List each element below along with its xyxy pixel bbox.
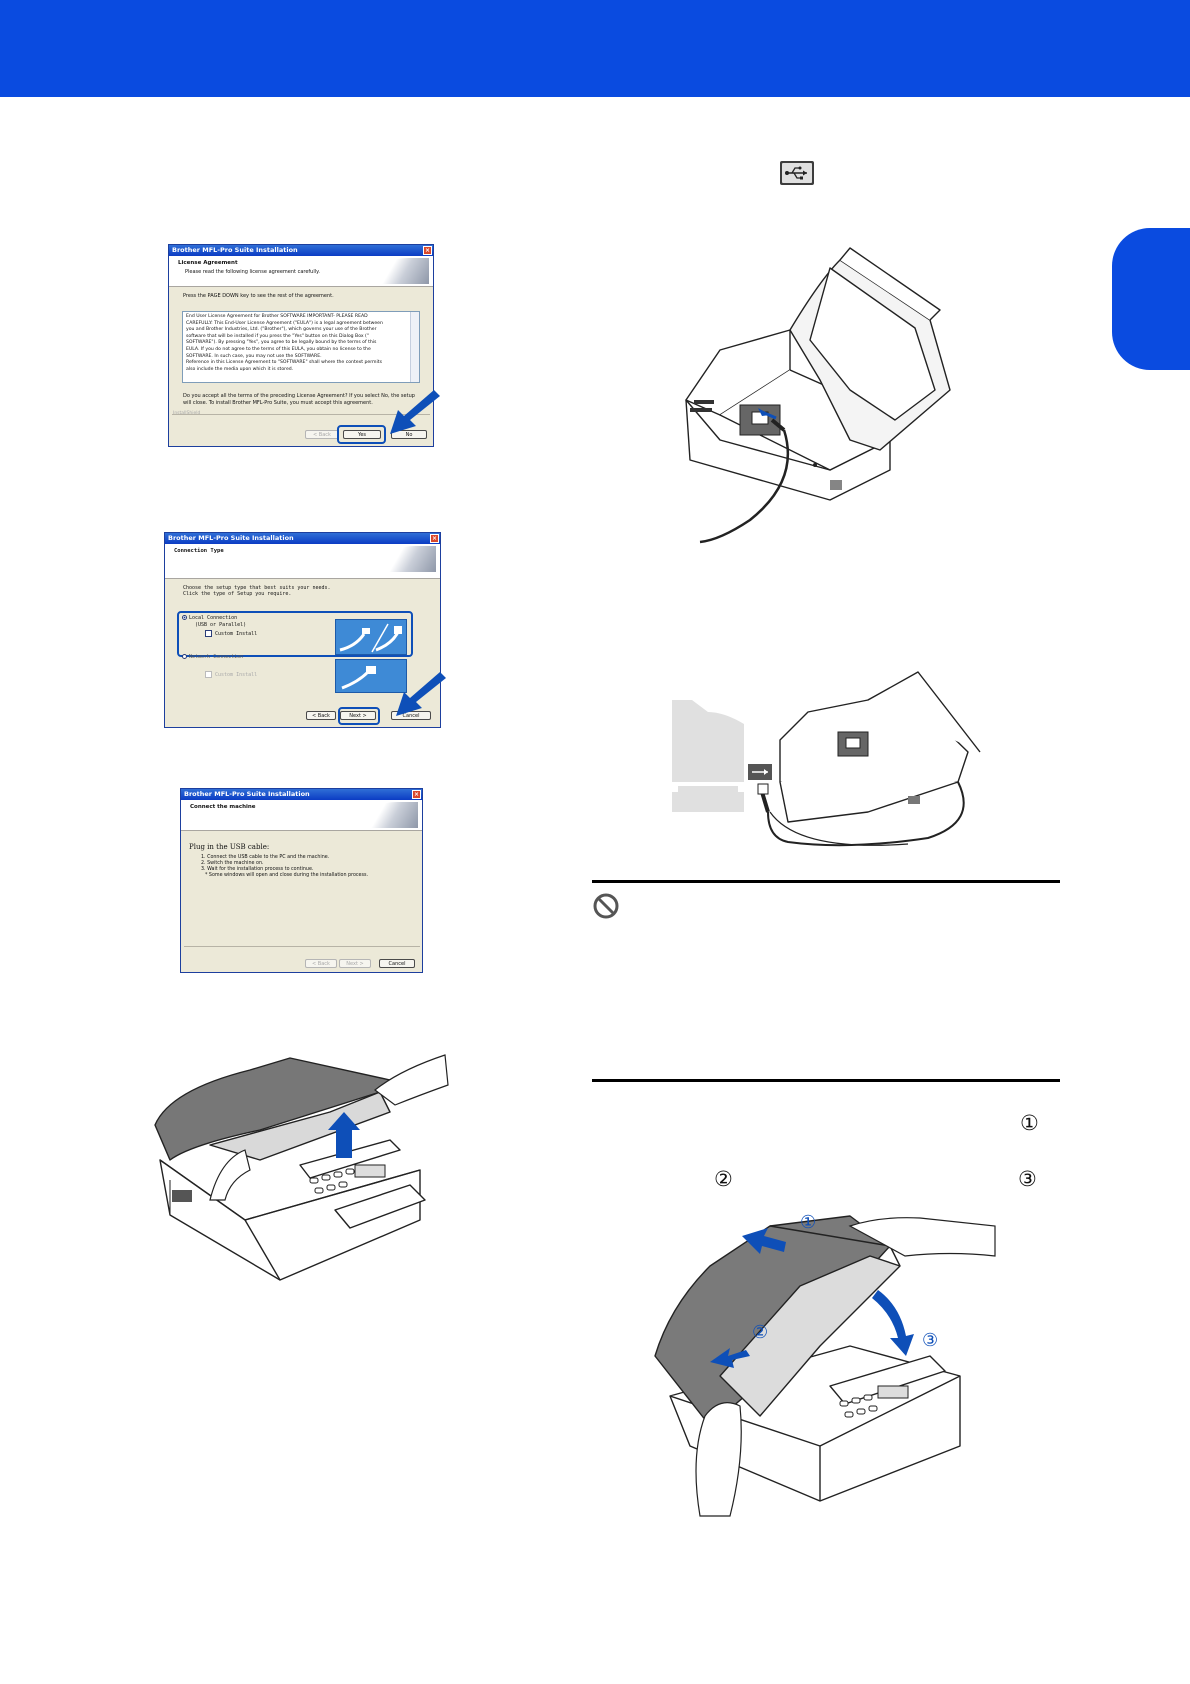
pointer-arrow-icon [390, 672, 450, 720]
dialog-header [165, 544, 440, 579]
close-scanner-cover-illustration [650, 1196, 1000, 1516]
close-icon[interactable]: × [431, 535, 438, 542]
instruction-text: Press the PAGE DOWN key to see the rest of the agreement. [183, 293, 334, 299]
checkbox-label: Custom Install [215, 672, 258, 678]
dialog-title: Brother MFL-Pro Suite Installation [168, 534, 294, 542]
radio-label: Local Connection [189, 615, 238, 621]
next-button[interactable]: Next > [339, 959, 371, 968]
next-highlight [338, 707, 380, 725]
callout-3: ③ [1018, 1167, 1037, 1191]
eula-line: SOFTWARE. In such case, you may not use the SOFTWARE. [186, 353, 322, 359]
dialog-title: Brother MFL-Pro Suite Installation [172, 246, 298, 254]
dialog-title-bar [181, 789, 422, 800]
header-subtitle: Please read the following license agreement carefully. [185, 269, 320, 275]
checkbox-icon [205, 671, 212, 678]
usb-symbol-icon [780, 161, 814, 185]
step-text: 2. Switch the machine on. [201, 861, 264, 866]
step-text: 3. Wait for the installation process to continue. [201, 867, 314, 872]
pc-to-machine-usb-illustration [668, 672, 980, 854]
no-button[interactable]: No [391, 430, 427, 439]
dialog-title-bar [165, 533, 440, 544]
radio-label: Network Connection [189, 654, 244, 660]
network-connection-radio[interactable] [182, 654, 243, 660]
header-graphic [384, 546, 436, 572]
eula-line: SOFTWARE"). By pressing "Yes", you agree to be legally bound by the terms of this [186, 340, 377, 346]
warning-bottom-rule [592, 1079, 1060, 1082]
yes-button[interactable]: Yes [343, 430, 381, 439]
eula-line: you and Brother Industries, Ltd. ("Brother"), which governs your use of the Brother [186, 327, 377, 333]
header-graphic [377, 258, 429, 284]
eula-line: Reference in this License Agreement to "SOFTWARE" shall where the context permits [186, 360, 382, 366]
cancel-button[interactable]: Cancel [379, 959, 415, 968]
instruction-text: Click the type of Setup you require. [183, 591, 292, 597]
section-tab [1112, 228, 1190, 370]
close-icon[interactable]: × [424, 247, 431, 254]
connect-machine-dialog [180, 788, 423, 973]
custom-install-checkbox-disabled[interactable] [205, 671, 257, 678]
callout-2-label: ② [752, 1322, 769, 1343]
back-button[interactable]: < Back [305, 959, 337, 968]
instruction-text: Choose the setup type that best suits your needs. [183, 585, 331, 591]
next-button[interactable]: Next > [340, 711, 376, 720]
header-graphic [366, 802, 418, 828]
dialog-title-bar [169, 245, 433, 256]
cancel-button[interactable]: Cancel [391, 711, 431, 720]
step-text: 1. Connect the USB cable to the PC and the machine. [201, 855, 330, 860]
footer-divider [184, 946, 420, 947]
warning-top-rule [592, 880, 1060, 883]
lift-scanner-cover-illustration [150, 1050, 450, 1295]
header-title: License Agreement [178, 260, 238, 266]
header-title: Connect the machine [190, 804, 256, 810]
callout-2: ② [714, 1167, 733, 1191]
pointer-arrow-icon [384, 390, 444, 440]
step-text: * Some windows will open and close during the installation process. [205, 873, 369, 878]
yes-highlight [337, 425, 386, 444]
question-text: Do you accept all the terms of the preceding License Agreement? If you select No, the setup [183, 393, 415, 399]
dialog-header [169, 256, 433, 287]
eula-line: End User License Agreement for Brother SOFTWARE IMPORTANT- PLEASE READ [186, 314, 368, 319]
dialog-title: Brother MFL-Pro Suite Installation [184, 790, 310, 798]
radio-icon [182, 654, 187, 659]
header-title: Connection Type [174, 548, 224, 554]
prohibited-icon [592, 892, 620, 920]
dialog-header [181, 800, 422, 831]
local-connection-sub: (USB or Parallel) [195, 622, 247, 628]
question-text: will close. To install Brother MFL-Pro Suite, you must accept this agreement. [183, 400, 373, 406]
scrollbar[interactable] [410, 312, 419, 382]
plug-usb-heading: Plug in the USB cable: [189, 843, 270, 851]
callout-3-label: ③ [922, 1330, 939, 1351]
local-connection-highlight [177, 611, 413, 657]
back-button[interactable]: < Back [305, 430, 339, 439]
usb-port-illustration [680, 240, 970, 545]
eula-line: EULA. If you do not agree to the terms of this EULA, you obtain no license to the [186, 346, 371, 352]
eula-line: CAREFULLY: This End-User License Agreement ("EULA") is a legal agreement between [186, 320, 383, 326]
eula-line: software that will be installed if you press the "Yes" button on this Dialog Box (" [186, 333, 369, 339]
close-icon[interactable]: × [413, 791, 420, 798]
callout-1: ① [1020, 1111, 1039, 1135]
callout-1-label: ① [800, 1212, 817, 1233]
eula-textbox[interactable] [182, 311, 420, 383]
checkbox-label: Custom Install [215, 631, 258, 637]
eula-line: also include the media upon which it is stored. [186, 366, 294, 372]
back-button[interactable]: < Back [306, 711, 336, 720]
header-band [0, 0, 1190, 97]
